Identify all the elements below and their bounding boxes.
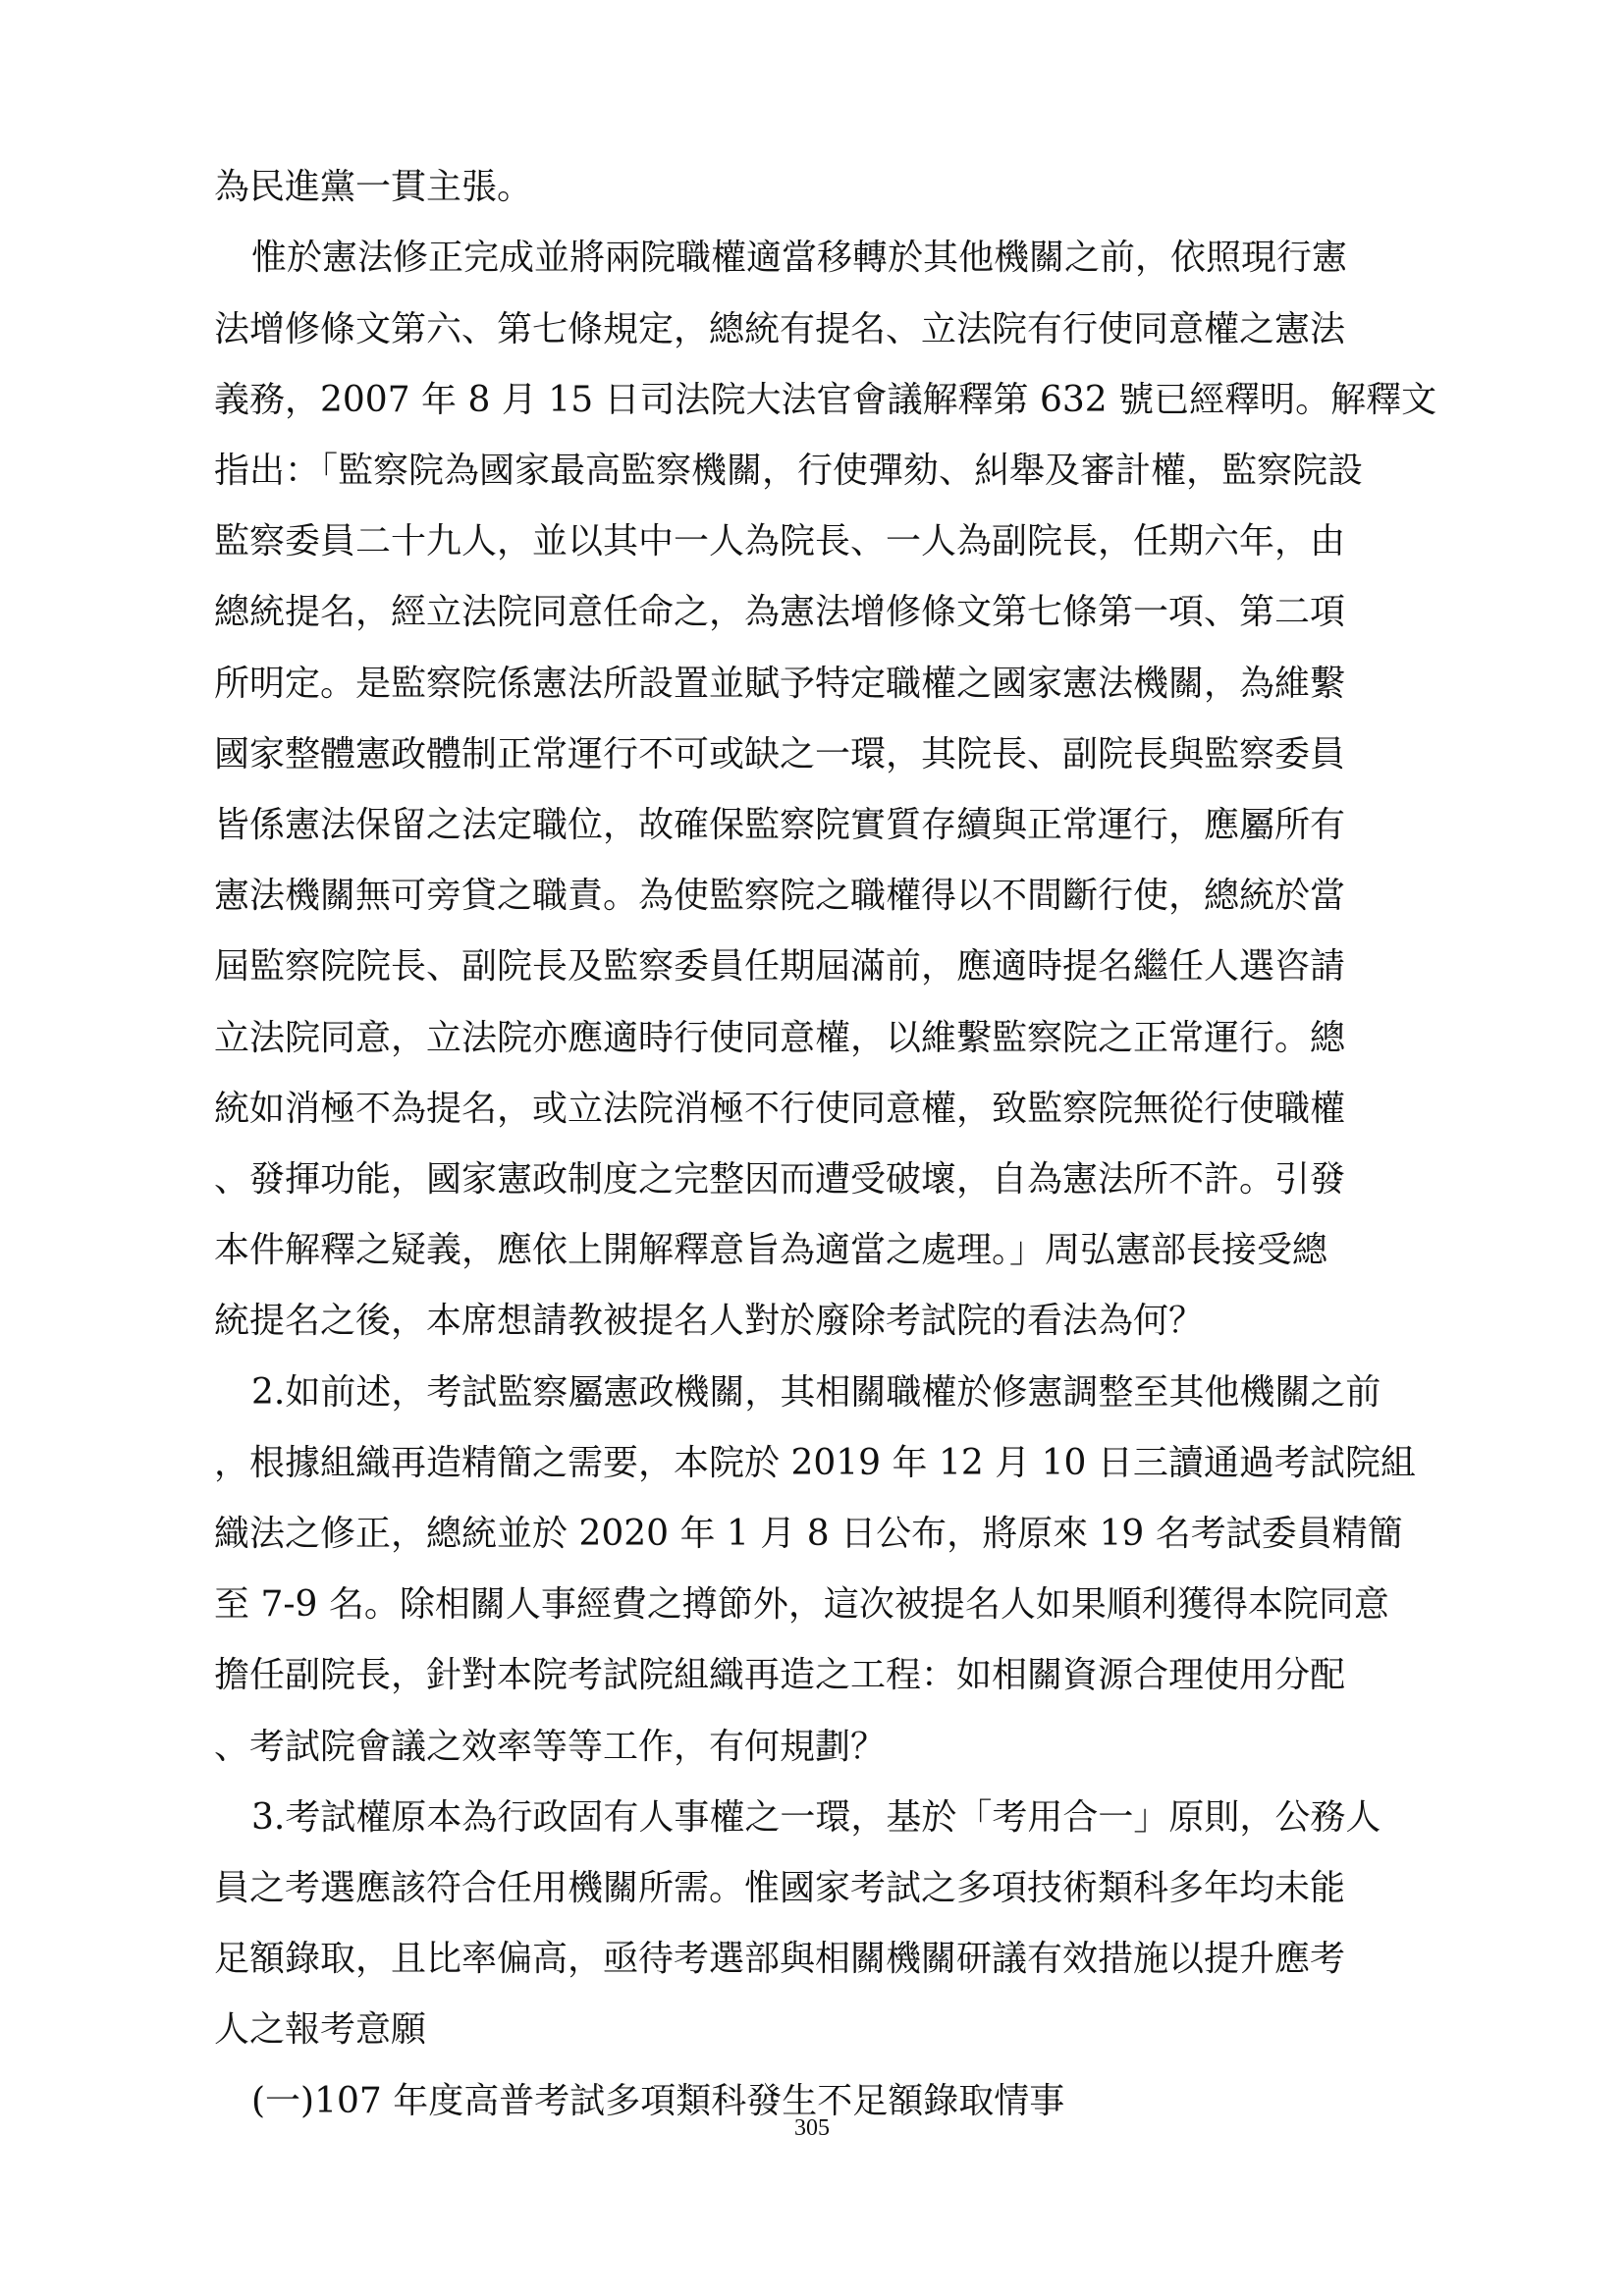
text-line-10: 皆係憲法保留之法定職位，故確保監察院實質存續與正常運行，應屬所有 xyxy=(214,805,1346,845)
text-line-7: 總統提名，經立法院同意任命之，為憲法增修條文第七條第一項、第二項 xyxy=(214,592,1346,632)
text-line-12: 屆監察院院長、副院長及監察委員任期屆滿前，應適時提名繼任人選咨請 xyxy=(214,946,1346,987)
text-line-28: (一)107 年度高普考試多項類科發生不足額錄取情事 xyxy=(251,2081,1065,2121)
text-line-18: 2.如前述，考試監察屬憲政機關，其相關職權於修憲調整至其他機關之前 xyxy=(251,1372,1381,1413)
text-line-25: 員之考選應該符合任用機關所需。惟國家考試之多項技術類科多年均未能 xyxy=(214,1868,1346,1908)
text-line-8: 所明定。是監察院係憲法所設置並賦予特定職權之國家憲法機關，為維繫 xyxy=(214,664,1346,704)
text-line-11: 憲法機關無可旁貸之職責。為使監察院之職權得以不間斷行使，總統於當 xyxy=(214,876,1346,916)
text-line-13: 立法院同意，立法院亦應適時行使同意權，以維繫監察院之正常運行。總 xyxy=(214,1018,1346,1058)
text-line-20: 織法之修正，總統並於 2020 年 1 月 8 日公布，將原來 19 名考試委員精簡 xyxy=(214,1514,1403,1554)
text-line-19: ，根據組織再造精簡之需要，本院於 2019 年 12 月 10 日三讀通過考試院組 xyxy=(214,1443,1416,1483)
text-line-15: 、發揮功能，國家憲政制度之完整因而遭受破壞，自為憲法所不許。引發 xyxy=(214,1159,1346,1200)
text-line-21: 至 7-9 名。除相關人事經費之撙節外，這次被提名人如果順利獲得本院同意 xyxy=(214,1584,1389,1625)
text-line-2: 惟於憲法修正完成並將兩院職權適當移轉於其他機關之前，依照現行憲 xyxy=(251,238,1348,278)
text-line-4: 義務，2007 年 8 月 15 日司法院大法官會議解釋第 632 號已經釋明。解釋文 xyxy=(214,380,1437,420)
text-line-1: 為民進黨一貫主張。 xyxy=(214,167,533,207)
text-line-26: 足額錄取，且比率偏高，亟待考選部與相關機關研議有效措施以提升應考 xyxy=(214,1939,1346,1979)
text-line-24: 3.考試權原本為行政固有人事權之一環，基於「考用合一」原則，公務人 xyxy=(251,1797,1381,1838)
text-line-22: 擔任副院長，針對本院考試院組織再造之工程：如相關資源合理使用分配 xyxy=(214,1655,1346,1695)
page-number: 305 xyxy=(794,2115,830,2141)
text-line-27: 人之報考意願 xyxy=(214,2009,427,2050)
text-line-9: 國家整體憲政體制正常運行不可或缺之一環，其院長、副院長與監察委員 xyxy=(214,734,1346,774)
text-line-23: 、考試院會議之效率等等工作，有何規劃？ xyxy=(214,1727,887,1767)
text-line-16: 本件解釋之疑義，應依上開解釋意旨為適當之處理。」周弘憲部長接受總 xyxy=(214,1230,1328,1270)
text-line-3: 法增修條文第六、第七條規定，總統有提名、立法院有行使同意權之憲法 xyxy=(214,309,1346,349)
text-line-14: 統如消極不為提名，或立法院消極不行使同意權，致監察院無從行使職權 xyxy=(214,1089,1346,1129)
text-line-17: 統提名之後，本席想請教被提名人對於廢除考試院的看法為何？ xyxy=(214,1301,1205,1341)
text-line-5: 指出：「監察院為國家最高監察機關，行使彈劾、糾舉及審計權，監察院設 xyxy=(214,451,1364,491)
text-line-6: 監察委員二十九人，並以其中一人為院長、一人為副院長，任期六年，由 xyxy=(214,521,1346,561)
